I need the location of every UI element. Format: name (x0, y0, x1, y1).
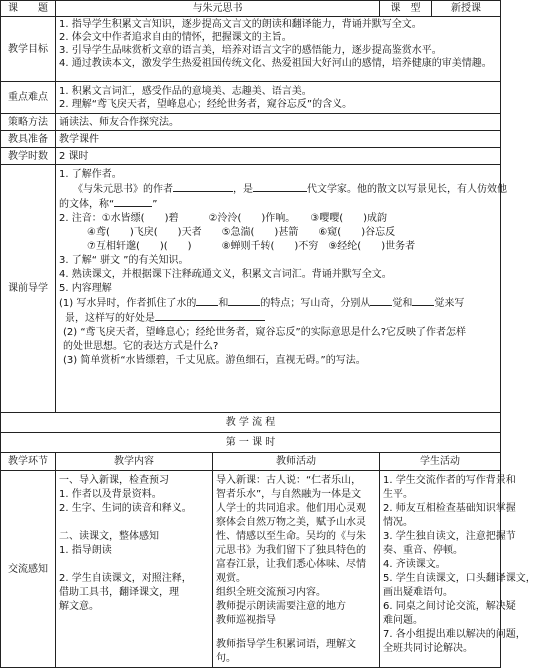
answer-blank[interactable] (228, 296, 260, 306)
flow-header-row (1, 453, 501, 471)
student-line: 4. 齐读课文。 (383, 559, 446, 570)
student-cell (380, 471, 536, 668)
preview-line: 1. 了解作者。 (59, 169, 122, 180)
preview-text: 觉和 (392, 298, 413, 309)
student-line: 情况。 (383, 517, 413, 528)
teacher-line: 教师巡视指导 (216, 615, 276, 626)
teacher-cell (213, 471, 380, 668)
answer-blank[interactable] (114, 197, 152, 207)
goal-item: 4. 通过教读本文，激发学生热爱祖国传统文化、热爱祖国大好河山的感情，培养健康的审美情趣。 (59, 58, 492, 69)
content-line: 1. 指导朗读 (59, 545, 112, 556)
teacher-line: 组织全班交流预习内容。 (216, 587, 326, 598)
preview-content (56, 165, 507, 413)
teacher-line: 教师提示朗读需要注意的地方 (216, 601, 346, 612)
preview-text: (1) 写水异时，作者抓住了水的 (59, 298, 197, 309)
goals-label: 教学目标 (1, 17, 56, 82)
preview-line: ⑦互相轩邈( )( ) ⑧蝉则千转( )不穷 ⑨经纶( )世务者 (87, 241, 416, 252)
preview-label: 课前导学 (1, 165, 56, 413)
student-line: 画出疑难语句。 (383, 587, 453, 598)
preview-text: 觉来写 (434, 298, 465, 309)
topic-label: 课 题 (1, 1, 56, 17)
stage-label: 交流感知 (1, 471, 56, 668)
student-line: 生平。 (383, 489, 413, 500)
student-line: 难问题。 (383, 615, 423, 626)
teacher-line (216, 628, 376, 638)
teacher-line: 句。 (216, 653, 236, 664)
preview-row (1, 165, 501, 413)
preview-line (59, 197, 497, 212)
preview-line (59, 296, 497, 311)
student-line: 5. 学生自读课文，口头翻译课文， (383, 573, 536, 584)
lesson-title: 第 一 课 时 (1, 433, 501, 453)
preview-text: 的文体，称“ (59, 199, 115, 210)
preview-text: ，是 (233, 184, 253, 195)
preview-text: 《与朱元思书》的作者 (73, 184, 173, 195)
answer-blank[interactable] (370, 296, 392, 306)
preview-line: (2) “鸢飞戾天者，望峰息心；经纶世务者，窥谷忘反”的实际意思是什么?它反映了作者怎样 (63, 327, 467, 338)
content-line (59, 516, 209, 530)
hours-label: 教学时数 (1, 148, 56, 165)
preview-line (59, 311, 497, 326)
content-cell (56, 471, 213, 668)
teacher-line: 富春江景，让我们悉心体味、尽情 (216, 559, 366, 570)
strategy-value: 诵读法、师友合作探究法。 (56, 114, 501, 131)
answer-blank[interactable] (196, 296, 218, 306)
content-line (59, 558, 209, 572)
content-line: 解文意。 (59, 601, 99, 612)
preview-line: (3) 简单赏析“水皆缥碧，千丈见底。游鱼细石，直视无碍。”的写法。 (63, 355, 366, 366)
student-line: 1. 学生交流作者的写作背景和 (383, 475, 516, 486)
flow-body-row (1, 471, 501, 668)
answer-blank[interactable] (173, 182, 233, 192)
preview-line: 5. 内容理解 (59, 283, 112, 294)
lesson-row (1, 433, 501, 453)
content-line: 1. 作者以及背景资料。 (59, 489, 162, 500)
goal-item: 3. 引导学生品味赏析文章的语言美，培养对语言文字的感悟能力，逐步提高鉴赏水平。 (59, 45, 442, 56)
type-value: 新授课 (432, 1, 501, 17)
student-line: 2. 师友互相检查基础知识掌握 (383, 503, 516, 514)
preview-text: 代文学家。他的散文以写景见长，有人仿效他 (307, 184, 507, 195)
col-content: 教学内容 (56, 453, 213, 471)
keypoints-list (56, 82, 501, 114)
teacher-line: 元思书》为我们留下了独具特色的 (216, 545, 366, 556)
preview-text: 景，这样写的好处是 (65, 313, 155, 324)
preview-line (59, 182, 507, 197)
preview-line: 的处世思想。它的表达方式是什么? (63, 341, 219, 352)
student-line: 全班共同讨论解决。 (383, 643, 473, 654)
page-title: 与朱元思书 (56, 1, 380, 17)
content-line: 一、导入新课，检查预习 (59, 475, 169, 486)
teacher-line: 察体会自然万物之美，赋予山水灵 (216, 517, 366, 528)
hours-row (1, 148, 501, 165)
student-line: 3. 学生独自读文，注意把握节 (383, 531, 516, 542)
answer-blank[interactable] (253, 182, 307, 192)
col-stage: 教学环节 (1, 453, 56, 471)
hours-value: 2 课时 (56, 148, 501, 165)
preview-text: 和 (218, 298, 229, 309)
preview-line: 4. 熟读课文，并根据课下注释疏通文义，积累文言词汇。背诵并默写全文。 (59, 269, 392, 280)
strategy-row (1, 114, 501, 131)
student-line: 奏、重音、停顿。 (383, 545, 463, 556)
content-line: 二、读课文，整体感知 (59, 531, 159, 542)
student-line: 6. 同桌之间讨论交流，解决疑 (383, 601, 516, 612)
keypoints-row (1, 82, 501, 114)
goal-item: 1. 指导学生积累文言知识，逐步提高文言文的朗读和翻译能力，背诵并默写全文。 (59, 19, 422, 30)
goals-row (1, 17, 501, 82)
keypoint-item: 1. 积累文言词汇，感受作品的意境美、志趣美、语言美。 (59, 85, 312, 97)
type-label: 课 型 (380, 1, 432, 17)
student-line: 7. 各小组提出难以解决的问题， (383, 629, 526, 640)
content-line: 2. 生字、生词的读音和释义。 (59, 503, 192, 514)
answer-blank[interactable] (412, 296, 434, 306)
prep-value: 教学课件 (56, 131, 501, 148)
teacher-line: 教师指导学生积累词语，理解文 (216, 639, 356, 650)
goal-item: 2. 体会文中作者追求自由的情怀，把握课文的主旨。 (59, 32, 292, 43)
answer-blank[interactable] (155, 311, 265, 321)
teacher-line: 性、情感以至生命。吴均的《与朱 (216, 531, 366, 542)
preview-text: ” (152, 199, 158, 210)
content-line: 2. 学生自读课文，对照注释， (59, 573, 192, 584)
col-teacher: 教师活动 (213, 453, 380, 471)
goals-list (56, 17, 501, 82)
keypoint-item: 2. 理解“鸢飞戾天者，望峰息心；经纶世务者，窥谷忘反”的含义。 (59, 98, 353, 110)
teacher-line: 导入新课：古人说：“仁者乐山， (216, 475, 362, 486)
preview-line: 2. 注音：①水皆缥( )碧 ②泠泠( )作响。 ③嘤嘤( )成韵 (59, 213, 388, 224)
teacher-line: 人学士的共同追求。他们用心灵观 (216, 503, 366, 514)
teacher-line: 观赏。 (216, 573, 246, 584)
header-row (1, 1, 501, 17)
prep-label: 教具准备 (1, 131, 56, 148)
strategy-label: 策略方法 (1, 114, 56, 131)
preview-line: 3. 了解“ 骈文 ”的有关知识。 (59, 255, 189, 266)
flow-title: 教 学 流 程 (1, 413, 501, 433)
content-line: 借助工具书，翻译课文，理 (59, 587, 179, 598)
col-student: 学生活动 (380, 453, 501, 471)
preview-text: 的特点；写山奇，分别从 (260, 298, 371, 309)
prep-row (1, 131, 501, 148)
keypoints-label: 重点难点 (1, 82, 56, 114)
preview-line: ④鸢( )飞戾( )天者 ⑤急湍( )甚箭 ⑥窥( )谷忘反 (87, 227, 396, 238)
flow-title-row (1, 413, 501, 433)
teacher-line: 智者乐水”，与自然融为一体是文 (216, 489, 362, 500)
